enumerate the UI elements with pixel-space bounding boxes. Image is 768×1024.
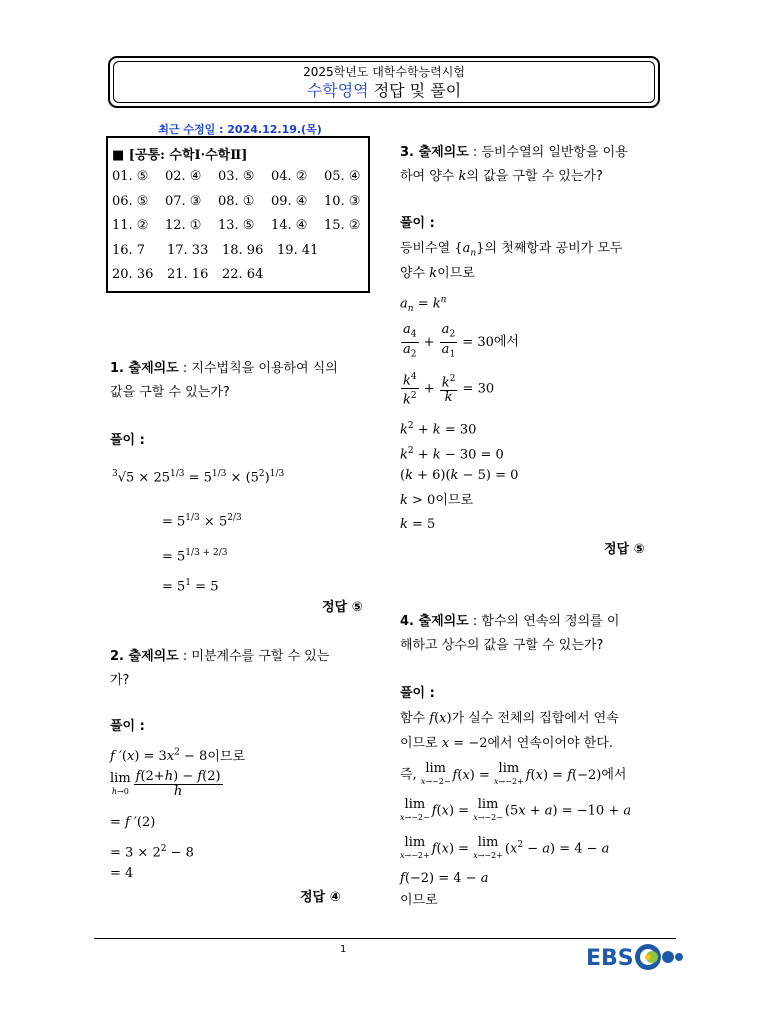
answer-row	[112, 194, 368, 219]
q3-sol-line2-a: 양수	[400, 266, 430, 281]
q4-line2-a: 이므로	[400, 736, 442, 751]
answer-item: 09. ④	[271, 193, 308, 209]
q1-equation-1: $^3√5 \times 25^{1/3} = 5^{1/3} \times (5^2)^{1/3}$	[112, 469, 285, 486]
answer-row	[112, 243, 368, 268]
q2-equation-2: = f ′(2)	[110, 815, 156, 830]
q4-sol-line3: 즉, lim x→−2− f(x) = lim x→−2+ f(x) = f(−2)에서	[400, 761, 627, 786]
q4-function-value: f(−2) = 4 − a	[400, 871, 489, 886]
q4-intent-cont: 해하고 상수의 값을 구할 수 있는가?	[400, 638, 604, 653]
q3-sol-line1-a: 등비수열	[400, 241, 455, 256]
q3-intent-cont-a: 하여 양수	[400, 169, 459, 184]
answer-item: 01. ⑤	[112, 169, 149, 184]
q3-title: 3. 출제의도	[400, 145, 469, 160]
q3-equation-k: $\frac{k^4}{k^2}$ + $\frac{k^2}{k}$ = 30	[403, 372, 495, 408]
answer-item: 12. ①	[165, 218, 202, 233]
q4-line3-prefix: 즉,	[400, 767, 421, 783]
page-number: 1	[340, 944, 347, 955]
q1-equation-2: = $5^{1/3} \times 5^{2/3}$	[162, 513, 242, 530]
q3-solution-label: 풀이 :	[400, 216, 435, 231]
q3-frac-suffix: 에서	[493, 334, 519, 350]
document-title	[110, 78, 658, 101]
q4-intent-text: : 함수의 연속의 정의를 이	[468, 614, 620, 629]
q1-solution-label: 풀이 :	[110, 433, 145, 448]
answer-item: 06. ⑤	[112, 193, 149, 209]
answer-item: 22. 64	[222, 267, 264, 282]
q3-sol-line1: 등비수열 $\{a_n\}$의 첫째항과 공비가 모두	[400, 241, 623, 259]
exam-title: 2025학년도 대학수학능력시험	[303, 65, 465, 79]
answer-item: 05. ④	[324, 169, 361, 184]
answer-item: 21. 16	[167, 267, 209, 282]
q2-equation-3: = $3 \times 2^2 - 8$	[110, 844, 194, 861]
revision-date: 최근 수정일 : 2024.12.19.(목)	[158, 123, 322, 136]
q2-equation-4: = 4	[110, 866, 134, 881]
subject-name: 수학영역	[306, 81, 369, 100]
q3-sol-line2-b: 이므로	[437, 266, 475, 281]
q4-title: 4. 출제의도	[400, 614, 469, 629]
q4-left-limit: lim x→−2− f(x) = lim x→−2− (5x + a) = −10 + a	[400, 797, 632, 822]
ebs-logo-icon	[634, 942, 684, 972]
q2-solution-label: 풀이 :	[110, 719, 145, 734]
q1-equation-3: = $5^{1/3 + 2/3}$	[162, 548, 228, 565]
q4-solution-label: 풀이 :	[400, 686, 435, 701]
answer-item: 07. ③	[165, 193, 202, 209]
title-box	[108, 56, 660, 108]
q4-intent	[400, 614, 619, 630]
q3-result: k = 5	[400, 517, 436, 532]
q3-equation-general-term: $a_n = k^n$	[400, 295, 447, 314]
answer-item: 19. 41	[277, 242, 319, 258]
q2-intent-text: : 미분계수를 구할 수 있는	[178, 649, 330, 664]
q2-derivative-line: f $'(x) = 3x^2 - 8$이므로	[110, 748, 246, 765]
answer-item: 17. 33	[167, 242, 209, 258]
answer-item: 08. ①	[218, 193, 255, 209]
answer-item: 18. 96	[222, 242, 264, 258]
answer-item: 02. ④	[165, 169, 202, 184]
q3-intent-cont	[400, 169, 603, 185]
q3-sol-line1-b: 의 첫째항과 공비가 모두	[484, 241, 623, 256]
answer-key-heading: ■ [공통: 수학Ⅰ·수학Ⅱ]	[112, 148, 248, 163]
q2-line1-suffix: 이므로	[207, 749, 246, 765]
q3-answer: 정답 ⑤	[604, 542, 645, 557]
ebs-logo-text: EBS	[586, 946, 634, 971]
answer-row	[112, 218, 368, 243]
footer-divider	[94, 938, 676, 939]
document-title-rest: 정답 및 풀이	[368, 81, 462, 100]
answer-item: 20. 36	[112, 267, 154, 282]
q3-equation-factored: (k + 6)(k − 5) = 0	[400, 468, 519, 483]
q4-last-line: 이므로	[400, 893, 438, 908]
q3-equation-quadratic: $k^2 + k = 30$	[400, 421, 477, 438]
q2-intent	[110, 649, 329, 665]
q3-var-k: k	[458, 169, 467, 184]
q3-k-positive: k > 0이므로	[400, 493, 474, 508]
q1-answer: 정답 ⑤	[322, 600, 363, 615]
q4-line3-suffix: 에서	[601, 767, 627, 783]
q3-equation-fraction: $\frac{a_4}{a_2}$ + $\frac{a_2}{a_1}$ = 30에서	[403, 322, 519, 360]
q1-intent-text: : 지수법칙을 이용하여 식의	[178, 361, 338, 376]
q1-intent	[110, 361, 338, 377]
q4-sol-line2: 이므로 x = −2에서 연속이어야 한다.	[400, 736, 613, 751]
answer-item: 11. ②	[112, 218, 149, 233]
q2-answer: 정답 ④	[300, 890, 341, 905]
q4-right-limit: lim x→−2+ f(x) = lim x→−2+ $(x^2 - a) = 4 - a$	[400, 835, 610, 860]
q4-line2-b: 에서 연속이어야 한다.	[487, 736, 613, 751]
q2-intent-cont: 가?	[110, 673, 130, 688]
answer-item: 10. ③	[324, 193, 361, 209]
answer-row	[112, 267, 368, 292]
q1-title: 1. 출제의도	[110, 361, 179, 376]
q1-equation-4: = $5^1 = 5$	[162, 578, 219, 595]
answer-row	[112, 169, 368, 194]
q1-intent-cont: 값을 구할 수 있는가?	[110, 385, 230, 400]
answer-item: 16. 7	[112, 242, 146, 258]
answer-item: 03. ⑤	[218, 169, 255, 184]
answer-item: 13. ⑤	[218, 218, 255, 233]
q4-sol-line1: 함수 f(x)가 실수 전체의 집합에서 연속	[400, 711, 619, 726]
q3-var-k2: k	[429, 266, 438, 281]
q3-sol-line2	[400, 266, 475, 282]
q3-k-pos-suffix: 이므로	[435, 493, 474, 508]
answer-item: 14. ④	[271, 218, 308, 233]
q2-title: 2. 출제의도	[110, 649, 179, 664]
q3-equation-quadratic-zero: $k^2 + k - 30 = 0$	[400, 446, 504, 463]
q2-limit-expression: lim h→0 $\frac{f(2+h) - f(2)}{h}$	[110, 769, 221, 799]
answer-item: 04. ②	[271, 169, 308, 184]
q3-intent-text: : 등비수열의 일반항을 이용	[468, 145, 628, 160]
q3-intent	[400, 145, 628, 161]
q4-line1-b: 가 실수 전체의 집합에서 연속	[451, 711, 619, 726]
answer-item: 15. ②	[324, 218, 361, 233]
answer-key-box	[106, 136, 370, 293]
q3-intent-cont-b: 의 값을 구할 수 있는가?	[466, 169, 603, 184]
q4-line1-a: 함수	[400, 711, 430, 726]
